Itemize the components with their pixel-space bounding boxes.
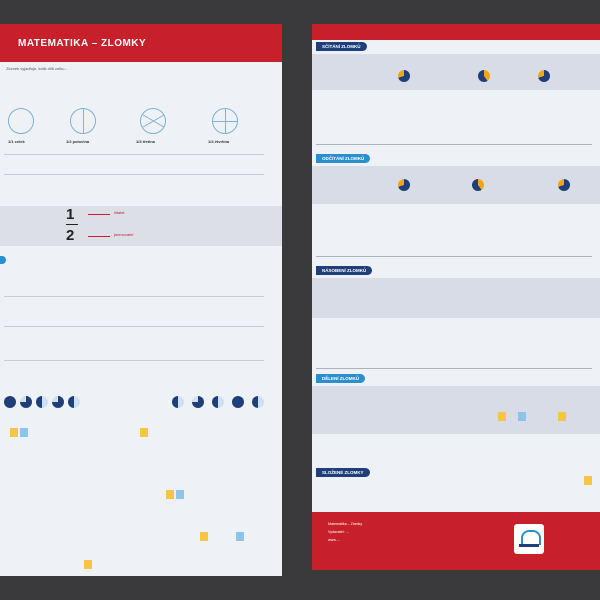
highlight-box — [166, 490, 174, 499]
section-subtraction: ODČÍTÁNÍ ZLOMKŮ — [316, 154, 370, 163]
big-numerator: 1 — [66, 206, 75, 223]
highlight-box — [10, 428, 18, 437]
left-sheet — [0, 24, 282, 576]
circle-quarter — [212, 108, 238, 134]
note-numerator: čitatel — [114, 210, 125, 215]
pie-icon — [398, 179, 410, 191]
divider — [4, 326, 264, 327]
highlight-box — [518, 412, 526, 421]
left-header — [0, 24, 282, 62]
right-footer — [312, 512, 600, 570]
divider — [4, 296, 264, 297]
note-denominator: jmenovatel — [114, 232, 134, 237]
circle-label-quarter: 1/4 čtvrtina — [208, 139, 230, 144]
footer-line: Vydavatel: … — [328, 530, 350, 534]
highlight-box — [176, 490, 184, 499]
multiplication-band — [312, 278, 600, 318]
highlight-box — [200, 532, 208, 541]
circle-half — [70, 108, 96, 134]
moon-icon — [52, 396, 64, 408]
left-intro: Zlomek vyjadřuje, kolik dílů celku… — [6, 66, 69, 71]
moon-icon — [232, 396, 244, 408]
moon-icon — [212, 396, 224, 408]
divider — [316, 256, 592, 257]
divider — [316, 144, 592, 145]
moon-icon — [172, 396, 184, 408]
section-complex: SLOŽENÉ ZLOMKY — [316, 468, 370, 477]
arrow-denominator — [88, 236, 110, 237]
footer-line: www.… — [328, 538, 341, 542]
divider — [4, 174, 264, 175]
big-denominator: 2 — [66, 227, 75, 244]
section-multiplication: NÁSOBENÍ ZLOMKŮ — [316, 266, 372, 275]
divider — [4, 154, 264, 155]
circle-whole — [8, 108, 34, 134]
highlight-box — [84, 560, 92, 569]
moon-icon — [20, 396, 32, 408]
moon-icon — [68, 396, 80, 408]
pie-icon — [472, 179, 484, 191]
highlight-box — [140, 428, 148, 437]
section-addition: SČÍTÁNÍ ZLOMKŮ — [316, 42, 367, 51]
division-band — [312, 386, 600, 434]
footer-line: Matematika – Zlomky — [328, 522, 363, 526]
addition-band — [312, 54, 600, 90]
highlight-box — [584, 476, 592, 485]
circle-label-third: 1/3 třetina — [136, 139, 155, 144]
pie-icon — [538, 70, 550, 82]
pie-icon — [558, 179, 570, 191]
highlight-box — [498, 412, 506, 421]
highlight-box — [558, 412, 566, 421]
fraction-bar — [66, 224, 78, 225]
moon-icon — [36, 396, 48, 408]
arrow-numerator — [88, 214, 110, 215]
section-division: DĚLENÍ ZLOMKŮ — [316, 374, 365, 383]
subtraction-band — [312, 166, 600, 204]
circle-label-whole: 1/1 celek — [8, 139, 25, 144]
moon-icon — [192, 396, 204, 408]
divider — [4, 360, 264, 361]
moon-icon — [252, 396, 264, 408]
highlight-box — [20, 428, 28, 437]
circle-third — [140, 108, 166, 134]
pie-icon — [398, 70, 410, 82]
pie-icon — [478, 70, 490, 82]
moon-icon — [4, 396, 16, 408]
circle-label-half: 1/2 polovina — [66, 139, 90, 144]
section-marker — [0, 256, 6, 264]
right-sheet — [312, 24, 600, 570]
divider — [316, 368, 592, 369]
highlight-box — [236, 532, 244, 541]
right-top-bar — [312, 24, 600, 40]
left-title: MATEMATIKA – ZLOMKY — [18, 38, 147, 49]
fraction-anatomy-band — [0, 206, 282, 246]
publisher-logo — [514, 524, 544, 554]
